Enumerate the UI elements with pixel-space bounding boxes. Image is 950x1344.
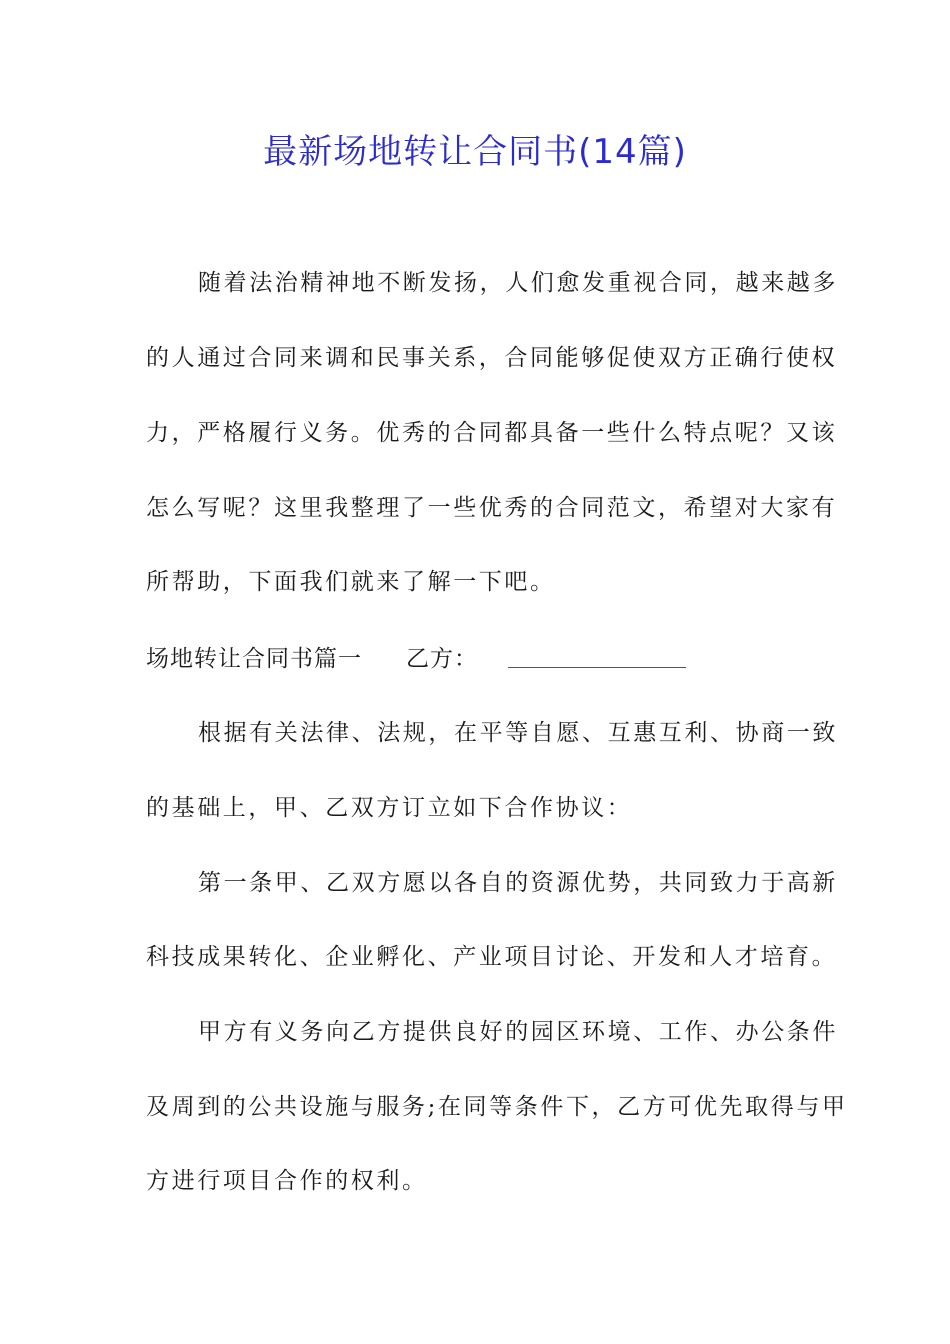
intro-line-3: 力，严格履行义务。优秀的合同都具备一些什么特点呢？又该 (146, 420, 838, 446)
intro-line-4: 怎么写呢？这里我整理了一些优秀的合同范文，希望对大家有 (146, 495, 838, 521)
section-name: 场地转让合同书篇一 (146, 646, 362, 672)
para1-line-2: 的基础上，甲、乙双方订立如下合作协议： (146, 795, 633, 821)
para1-line-1: 根据有关法律、法规，在平等自愿、互惠互利、协商一致 (198, 720, 838, 746)
document-title: 最新场地转让合同书(14篇) (263, 132, 687, 172)
intro-line-5: 所帮助，下面我们就来了解一下吧。 (146, 569, 556, 595)
intro-line-2: 的人通过合同来调和民事关系，合同能够促使双方正确行使权 (146, 345, 838, 371)
para3-line-2: 及周到的公共设施与服务;在同等条件下，乙方可优先取得与甲 (146, 1094, 848, 1120)
intro-line-1: 随着法治精神地不断发扬，人们愈发重视合同，越来越多 (198, 270, 838, 296)
para2-line-2: 科技成果转化、企业孵化、产业项目讨论、开发和人才培育。 (146, 944, 838, 970)
para3-line-3: 方进行项目合作的权利。 (146, 1168, 428, 1194)
para3-line-1: 甲方有义务向乙方提供良好的园区环境、工作、办公条件 (198, 1019, 838, 1045)
para2-line-1: 第一条甲、乙双方愿以各自的资源优势，共同致力于高新 (198, 870, 838, 896)
party-b-blank-line (508, 667, 686, 668)
party-b-label: 乙方： (406, 646, 478, 672)
section-heading (146, 644, 686, 674)
